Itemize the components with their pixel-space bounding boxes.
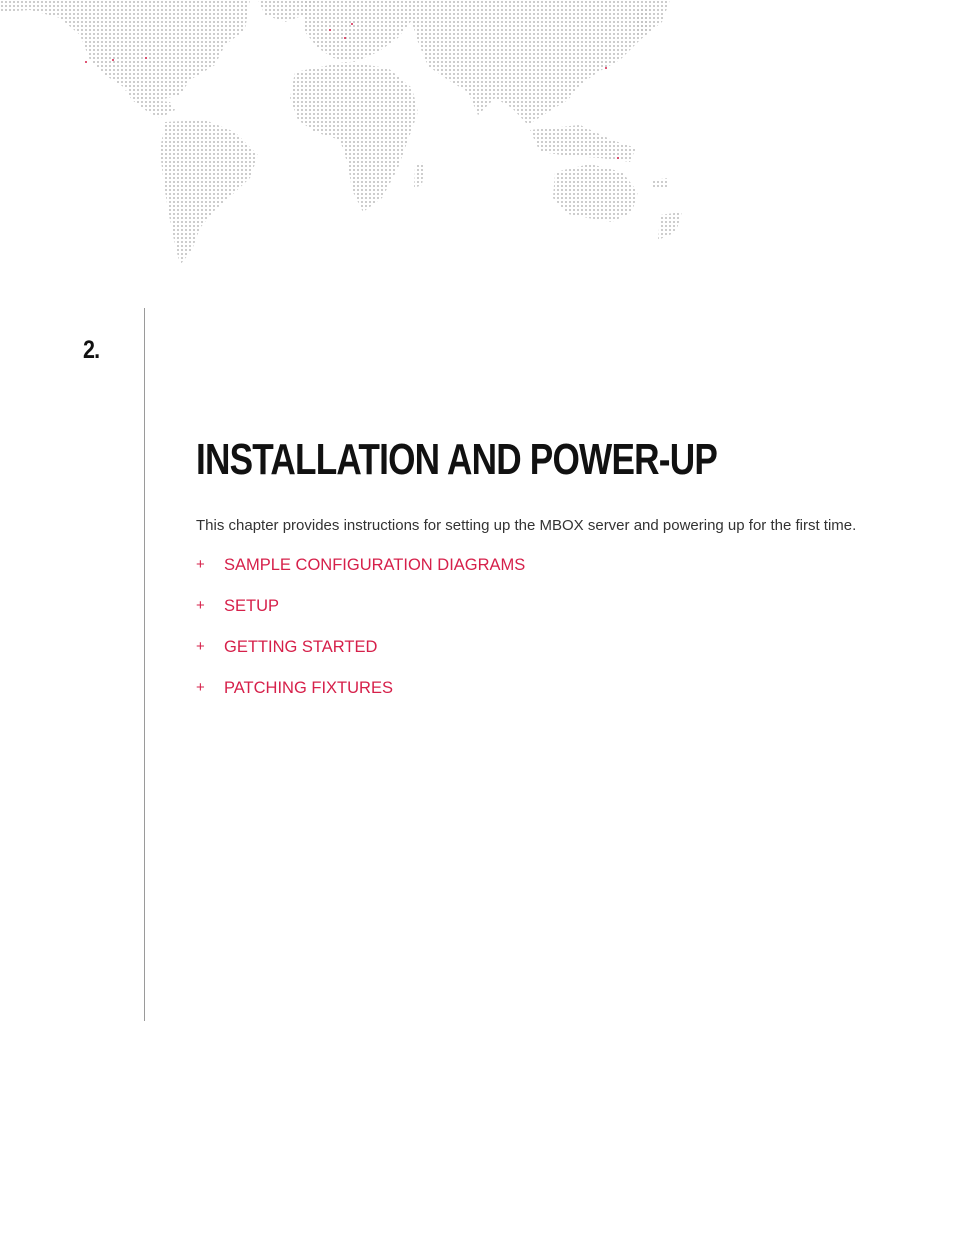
chapter-contents-list: [196, 554, 525, 718]
chapter-number: 2.: [83, 336, 100, 364]
plus-icon: +: [196, 638, 205, 655]
link-sample-configuration-diagrams[interactable]: SAMPLE CONFIGURATION DIAGRAMS: [224, 556, 526, 574]
world-map-graphic: [0, 0, 954, 270]
list-item: [196, 554, 525, 595]
chapter-intro: This chapter provides instructions for setting up the MBOX server and powering up for the first time.: [196, 517, 857, 534]
link-getting-started[interactable]: GETTING STARTED: [224, 638, 378, 656]
list-item: [196, 677, 525, 718]
list-item: [196, 636, 525, 677]
plus-icon: +: [196, 679, 205, 696]
link-patching-fixtures[interactable]: PATCHING FIXTURES: [224, 679, 393, 697]
plus-icon: +: [196, 597, 205, 614]
link-setup[interactable]: SETUP: [224, 597, 280, 615]
chapter-title: INSTALLATION AND POWER-UP: [196, 435, 717, 484]
list-item: [196, 595, 525, 636]
plus-icon: +: [196, 556, 205, 573]
vertical-divider: [144, 308, 145, 1021]
